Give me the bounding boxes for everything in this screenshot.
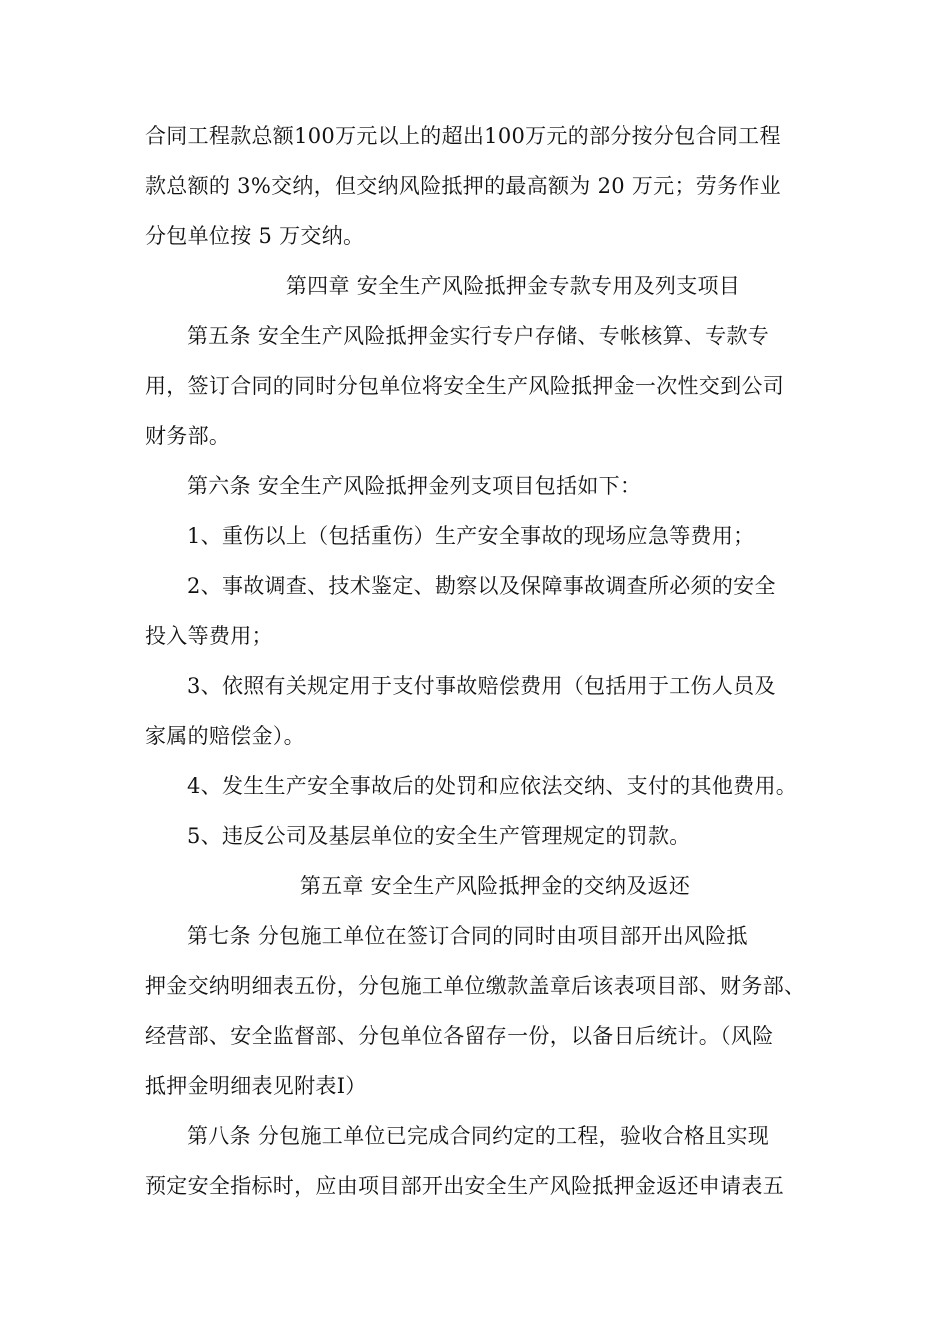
article-line: 第八条 分包施工单位已完成合同约定的工程，验收合格且实现 — [187, 1124, 770, 1148]
paragraph-line: 分包单位按 5 万交纳。 — [145, 224, 365, 248]
article-line: 第七条 分包施工单位在签订合同的同时由项目部开出风险抵 — [187, 924, 748, 948]
paragraph-line: 财务部。 — [145, 424, 231, 448]
paragraph-line: 用，签订合同的同时分包单位将安全生产风险抵押金一次性交到公司 — [145, 374, 784, 398]
paragraph-line: 合同工程款总额100万元以上的超出100万元的部分按分包合同工程 — [145, 124, 781, 148]
article-line: 第五条 安全生产风险抵押金实行专户存储、专帐核算、专款专 — [187, 324, 770, 348]
paragraph-line: 经营部、安全监督部、分包单位各留存一份，以备日后统计。（风险 — [145, 1024, 774, 1048]
paragraph-line: 家属的赔偿金）。 — [145, 724, 305, 748]
list-item: 3、依照有关规定用于支付事故赔偿费用（包括用于工伤人员及 — [187, 674, 776, 698]
article-line: 第六条 安全生产风险抵押金列支项目包括如下： — [187, 474, 642, 498]
paragraph-line: 押金交纳明细表五份，分包施工单位缴款盖章后该表项目部、财务部、 — [145, 974, 806, 998]
chapter-heading: 第四章 安全生产风险抵押金专款专用及列支项目 — [285, 274, 741, 298]
paragraph-line: 抵押金明细表见附表Ⅰ） — [145, 1074, 367, 1098]
paragraph-line: 投入等费用； — [145, 624, 273, 648]
list-item: 1、重伤以上（包括重伤）生产安全事故的现场应急等费用； — [187, 524, 755, 548]
list-item: 5、违反公司及基层单位的安全生产管理规定的罚款。 — [187, 824, 691, 848]
chapter-heading: 第五章 安全生产风险抵押金的交纳及返还 — [299, 874, 691, 898]
list-item: 2、事故调查、技术鉴定、勘察以及保障事故调查所必须的安全 — [187, 574, 776, 598]
paragraph-line: 款总额的 3%交纳，但交纳风险抵押的最高额为 20 万元；劳务作业 — [145, 174, 781, 198]
paragraph-line: 预定安全指标时，应由项目部开出安全生产风险抵押金返还申请表五 — [145, 1174, 784, 1198]
list-item: 4、发生生产安全事故后的处罚和应依法交纳、支付的其他费用。 — [187, 774, 798, 798]
